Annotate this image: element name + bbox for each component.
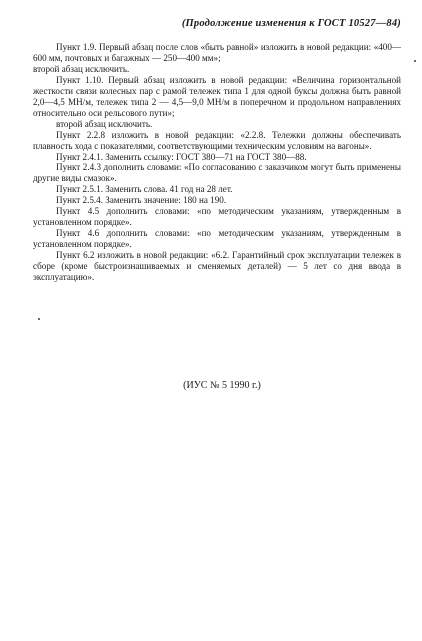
paragraph-2-5-4: Пункт 2.5.4. Заменить значение: 180 на 190. xyxy=(56,195,227,206)
paragraph-6-2: Пункт 6.2 изложить в новой редакции: «6.2. Гарантийный срок эксплуатации тележек в сборе (кроме быстроизнашиваемых и сменяемых деталей) — 5 лет со дня ввода в эксплуатацию». xyxy=(33,250,401,283)
paragraph-1-9-second: второй абзац исключить. xyxy=(33,63,130,74)
paragraph-4-6: Пункт 4.6 дополнить словами: «по методическим указаниям, утвержденным в установленном порядке». xyxy=(33,228,401,250)
amendment-text xyxy=(33,42,401,283)
paragraph-1-10-second: второй абзац исключить. xyxy=(56,118,153,129)
paragraph-2-4-3: Пункт 2.4.3 дополнить словами: «По согласованию с заказчиком могут быть применены другие виды смазок». xyxy=(33,162,401,184)
paragraph-2-2-8: Пункт 2.2.8 изложить в новой редакции: «2.2.8. Тележки должны обеспечивать плавность хода с показателями, соответствующими техническим условиям на вагоны». xyxy=(33,129,401,151)
page-header: (Продолжение изменения к ГОСТ 10527—84) xyxy=(181,18,401,29)
scan-speck xyxy=(414,60,416,62)
paragraph-2-5-1: Пункт 2.5.1. Заменить слова. 41 год на 28 лет. xyxy=(56,184,233,195)
paragraph-1-9: Пункт 1.9. Первый абзац после слов «быть равной» изложить в новой редакции: «400—600 мм, почтовых и багажных — 250—400 мм»; xyxy=(33,42,401,63)
scan-speck xyxy=(38,318,40,320)
paragraph-4-5: Пункт 4.5 дополнить словами: «по методическим указаниям, утвержденным в установленном порядке». xyxy=(33,206,401,228)
paragraph-2-4-1: Пункт 2.4.1. Заменить ссылку: ГОСТ 380—71 на ГОСТ 380—88. xyxy=(56,151,307,162)
publication-reference: (ИУС № 5 1990 г.) xyxy=(183,380,261,391)
paragraph-1-10: Пункт 1.10. Первый абзац изложить в новой редакции: «Величина горизонтальной жесткости связи колесных пар с рамой тележек типа 1 для одной буксы должна быть равной 2,0—4,5 МН/м, тележек типа 2 — 4,5—9,0 МН/м в поперечном и продольном направлениях относительно оси рельсового пути»; xyxy=(33,74,401,118)
